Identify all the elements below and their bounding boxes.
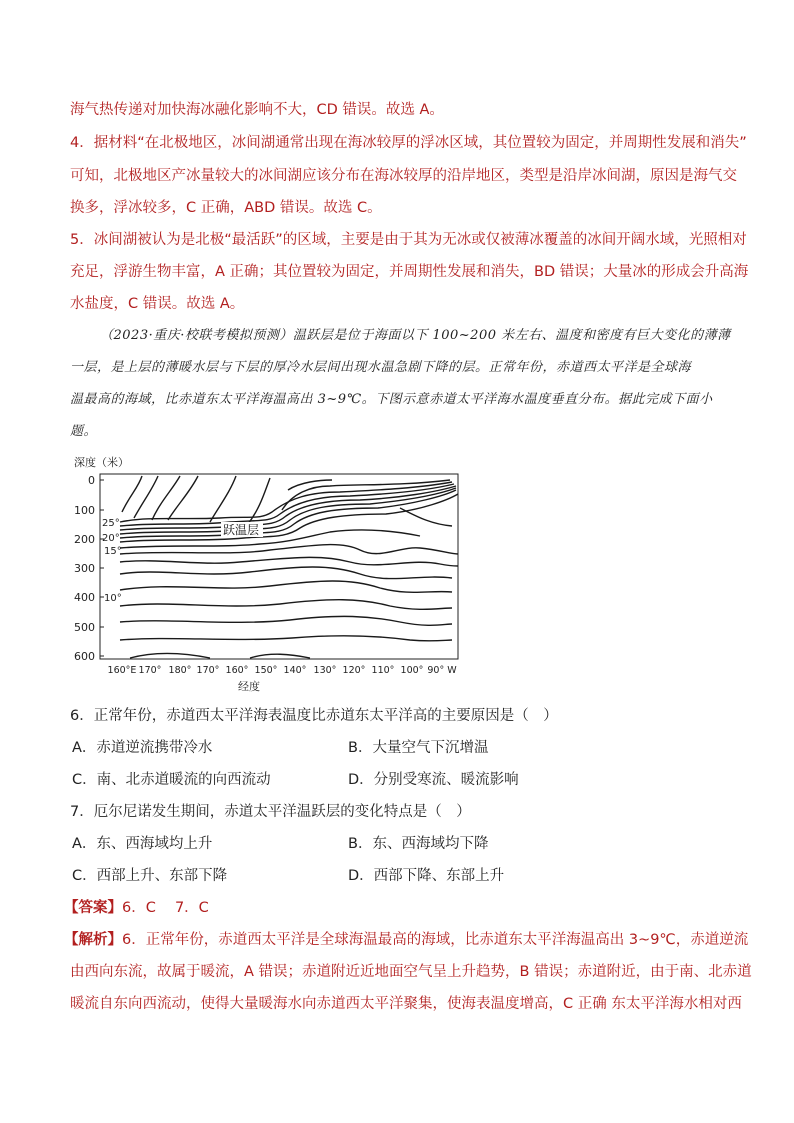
y-ticks [74, 474, 95, 663]
x-tick: 180° [168, 665, 192, 676]
text-line: 5．冰间湖被认为是北极“最活跃”的区域，主要是由于其为无冰或仅被薄冰覆盖的冰间开阔水域，光照相对 [70, 232, 747, 248]
y-tick: 100 [74, 504, 95, 517]
option-a[interactable]: A．赤道逆流携带冷水 [72, 740, 213, 756]
question-stem: 6．正常年份，赤道西太平洋海表温度比赤道东太平洋高的主要原因是（ ） [70, 708, 558, 724]
isotherm-line [120, 600, 452, 610]
x-tick: 100° [400, 665, 424, 676]
x-tick: 160°E [107, 665, 137, 676]
answer-text: 6．C 7．C [122, 900, 209, 916]
temperature-profile-chart [60, 450, 480, 695]
intro-line: 题。 [70, 424, 98, 439]
y-tick: 400 [74, 591, 95, 604]
option-b[interactable]: B．大量空气下沉增温 [348, 740, 489, 756]
x-tick: 160° [225, 665, 249, 676]
y-tick: 300 [74, 562, 95, 575]
intro-line: 温最高的海域，比赤道东太平洋海温高出 3~9℃。下图示意赤道太平洋海水温度垂直分布。据此完成下面小 [70, 392, 713, 407]
x-tick: 130° [313, 665, 337, 676]
x-tick: 90° W [427, 665, 457, 676]
isotherm-labels [102, 518, 122, 604]
analysis-line: 由西向东流，故属于暖流，A 错误；赤道附近近地面空气呈上升趋势，B 错误；赤道附近，由于南、北赤道 [70, 964, 752, 980]
option-d[interactable]: D．西部下降、东部上升 [348, 868, 505, 884]
x-tick: 170° [138, 665, 162, 676]
y-axis-label: 深度（米） [74, 456, 129, 469]
answer-line [64, 898, 209, 918]
analysis-line: 暖流自东向西流动，使得大量暖海水向赤道西太平洋聚集，使海表温度增高，C 正确 东太平洋海水相对西 [70, 996, 742, 1012]
option-a[interactable]: A．东、西海域均上升 [72, 836, 213, 852]
isotherm-line [210, 476, 236, 522]
text-line: 海气热传递对加快海冰融化影响不大，CD 错误。故选 A。 [70, 102, 444, 118]
isotherm-line [134, 476, 158, 518]
isotherm-label-20: 20° [102, 533, 120, 544]
text-line: 换多，浮冰较多，C 正确，ABD 错误。故选 C。 [70, 200, 382, 216]
isotherm-line [168, 476, 198, 520]
option-c[interactable]: C．南、北赤道暖流的向西流动 [72, 772, 271, 788]
isotherm-line [122, 476, 142, 512]
isotherm-line [152, 476, 180, 520]
analysis-text: 6．正常年份，赤道西太平洋是全球海温最高的海域，比赤道东太平洋海温高出 3~9℃，赤道逆流 [122, 932, 749, 948]
y-tick-marks [100, 480, 104, 656]
analysis-line [64, 930, 748, 950]
y-tick: 0 [88, 474, 95, 487]
isotherms [120, 476, 458, 658]
text-line: 可知，北极地区产冰量较大的冰间湖应该分布在海冰较厚的沿岸地区，类型是沿岸冰间湖，原因是海气交 [70, 168, 737, 184]
isotherm-line [120, 636, 452, 641]
option-c[interactable]: C．西部上升、东部下降 [72, 868, 228, 884]
thermocline-label: 跃温层 [223, 523, 260, 537]
isotherm-label-15: 15° [104, 546, 122, 557]
isotherm-line [120, 557, 458, 566]
intro-line: （2023·重庆·校联考模拟预测）温跃层是位于海面以下 100~200 米左右、温度和密度有巨大变化的薄薄 [100, 328, 731, 343]
isotherm-line [120, 581, 452, 592]
question-stem: 7．厄尔尼诺发生期间，赤道太平洋温跃层的变化特点是（ ） [70, 804, 471, 820]
answer-label: 【答案】 [64, 900, 122, 916]
isotherm-line [120, 616, 452, 625]
text-line: 充足，浮游生物丰富，A 正确；其位置较为固定，并周期性发展和消失，BD 错误；大量冰的形成会升高海 [70, 264, 749, 280]
isotherm-line [250, 654, 310, 658]
x-tick: 110° [371, 665, 395, 676]
y-tick: 600 [74, 650, 95, 663]
option-d[interactable]: D．分别受寒流、暖流影响 [348, 772, 519, 788]
isotherm-line [130, 653, 210, 658]
analysis-label: 【解析】 [64, 932, 122, 948]
isotherm-line [120, 567, 452, 579]
y-tick: 200 [74, 533, 95, 546]
text-line: 水盐度，C 错误。故选 A。 [70, 296, 245, 312]
intro-line: 一层，是上层的薄暖水层与下层的厚冷水层间出现水温急剧下降的层。正常年份，赤道西太平洋是全球海 [70, 360, 692, 375]
option-b[interactable]: B．东、西海域均下降 [348, 836, 489, 852]
x-tick: 120° [342, 665, 366, 676]
isotherm-label-25: 25° [102, 518, 120, 529]
y-tick: 500 [74, 621, 95, 634]
x-ticks [108, 665, 458, 676]
x-tick: 170° [196, 665, 220, 676]
x-tick: 140° [283, 665, 307, 676]
x-tick: 150° [254, 665, 278, 676]
isotherm-label-10: 10° [104, 593, 122, 604]
x-axis-label: 经度 [238, 680, 260, 693]
text-line: 4．据材料“在北极地区，冰间湖通常出现在海冰较厚的浮冰区域，其位置较为固定，并周期性发展和消失” [70, 135, 747, 151]
plot-frame [100, 474, 458, 659]
